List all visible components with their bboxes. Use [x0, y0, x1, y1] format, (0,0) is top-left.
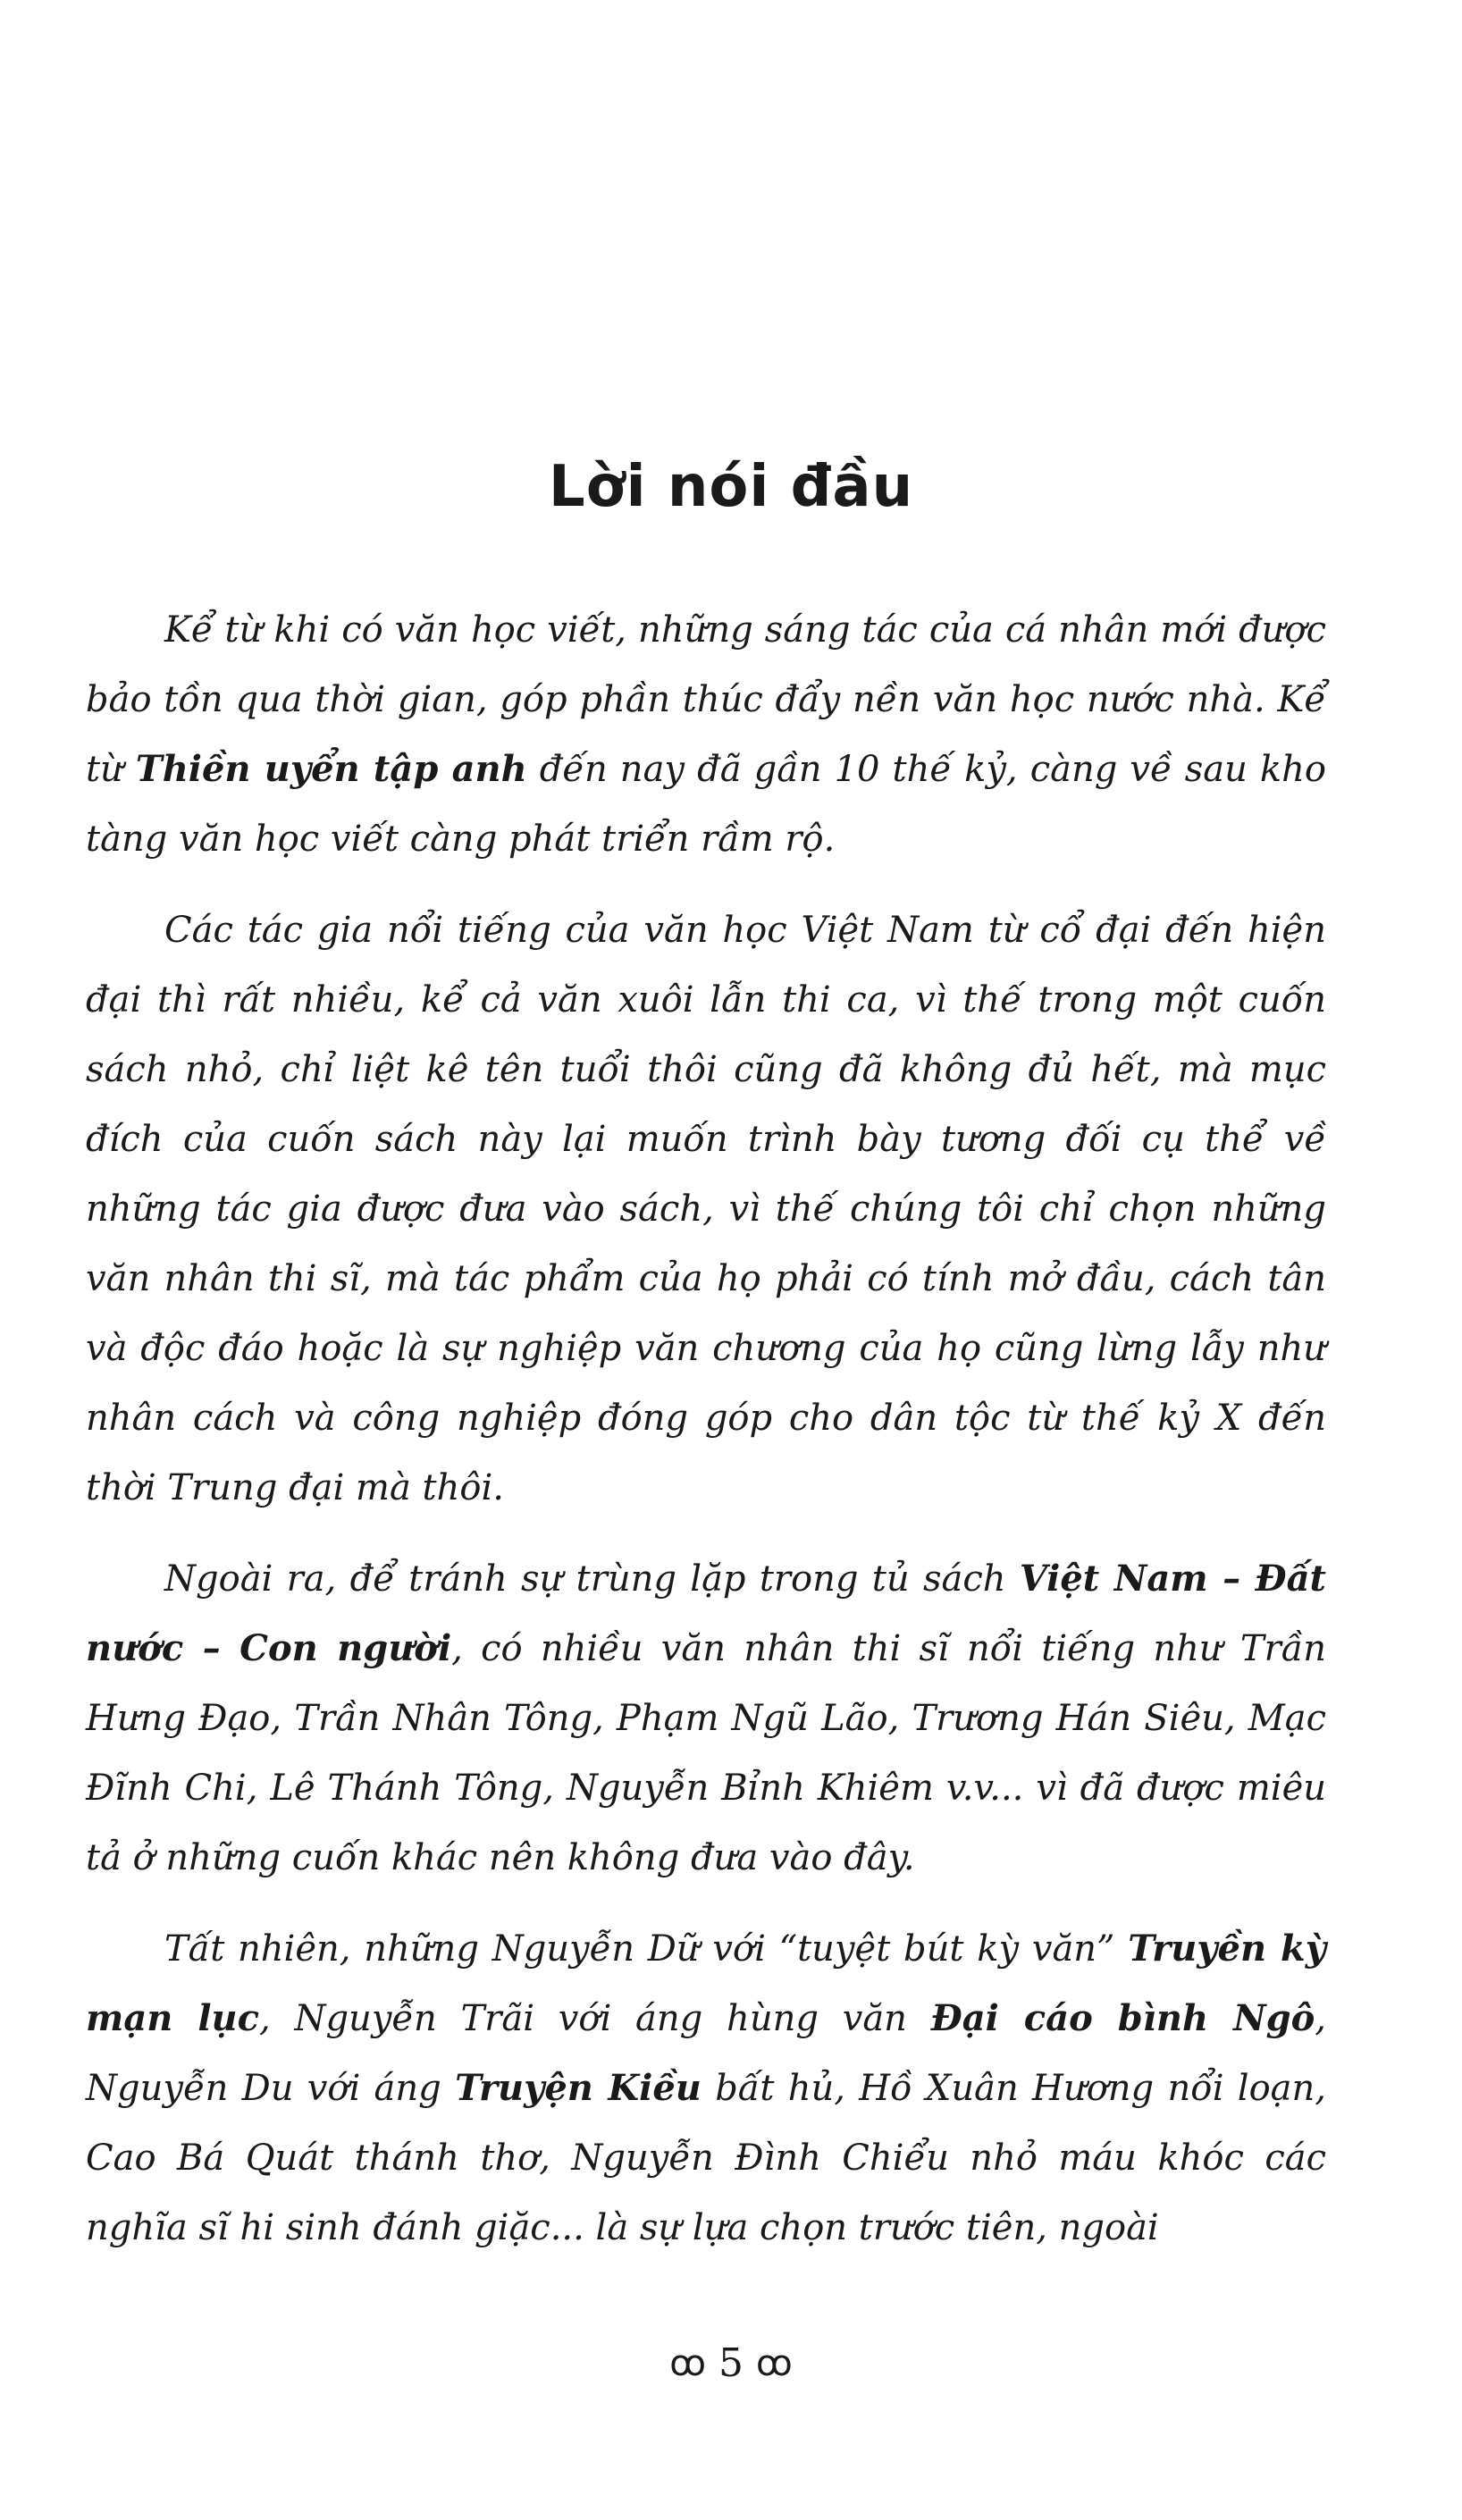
page-number: 5 — [718, 2339, 744, 2386]
text-run: , có nhiều văn nhân thi sĩ nổi tiếng như Trần Hưng Đạo, Trần Nhân Tông, Phạm Ngũ Lão, Trương Hán Siêu, Mạc Đĩnh Chi, Lê Thánh Tông, Nguyễn Bỉnh Khiêm v.v... vì đã được miêu tả ở những cuốn khác nên không đưa vào đây. — [86, 1628, 1326, 1878]
text-run: Các tác gia nổi tiếng của văn học Việt Nam từ cổ đại đến hiện đại thì rất nhiều, kể cả văn xuôi lẫn thi ca, vì thế trong một cuốn sách nhỏ, chỉ liệt kê tên tuổi thôi cũng đã không đủ hết, mà mục đích của cuốn sách này lại muốn trình bày tương đối cụ thể về những tác gia được đưa vào sách, vì thế chúng tôi chỉ chọn những văn nhân thi sĩ, mà tác phẩm của họ phải có tính mở đầu, cách tân và độc đáo hoặc là sự nghiệp văn chương của họ cũng lừng lẫy như nhân cách và công nghiệp đóng góp cho dân tộc từ thế kỷ X đến thời Trung đại mà thôi. — [86, 910, 1326, 1508]
book-title-truyen-kieu: Truyện Kiều — [455, 2067, 702, 2109]
text-run: , Nguyễn Du với áng — [86, 1998, 1327, 2109]
paragraph-1 — [86, 595, 1326, 874]
paragraph-4 — [86, 1914, 1326, 2263]
paragraph-2 — [86, 895, 1326, 1523]
ornament-left-icon: ꝏ — [669, 2342, 706, 2384]
text-run: Tất nhiên, những Nguyễn Dữ với “tuyệt bút kỳ văn” — [164, 1928, 1129, 1970]
text-run: Kể từ khi có văn học viết, những sáng tác của cá nhân mới được bảo tồn qua thời gian, góp phần thúc đẩy nền văn học nước nhà. Kể từ — [86, 609, 1326, 790]
paragraph-3 — [86, 1544, 1326, 1893]
text-run: , Nguyễn Trãi với áng hùng văn — [258, 1998, 931, 2039]
book-title-dai-cao-binh-ngo: Đại cáo bình Ngô — [930, 1997, 1315, 2039]
book-title-thien-uyen-tap-anh: Thiền uyển tập anh — [135, 748, 527, 790]
ornament-right-icon: ꝏ — [756, 2342, 793, 2384]
book-title-truyen-ky-man-luc: Truyền kỳ mạn lục — [86, 1928, 1327, 2039]
series-title: Việt Nam – Đất nước – Con người — [86, 1558, 1326, 1669]
body-text — [86, 595, 1326, 2284]
text-run: Ngoài ra, để tránh sự trùng lặp trong tủ sách — [164, 1558, 1020, 1600]
page-footer — [0, 2334, 1462, 2390]
page-title: Lời nói đầu — [548, 453, 914, 520]
text-run: bất hủ, Hồ Xuân Hương nổi loạn, Cao Bá Quát thánh thơ, Nguyễn Đình Chiểu nhỏ máu khóc các nghĩa sĩ hi sinh đánh giặc... là sự lựa chọn trước tiên, ngoài — [86, 2068, 1326, 2248]
text-run: đến nay đã gần 10 thế kỷ, càng về sau kho tàng văn học viết càng phát triển rầm rộ. — [86, 749, 1326, 860]
